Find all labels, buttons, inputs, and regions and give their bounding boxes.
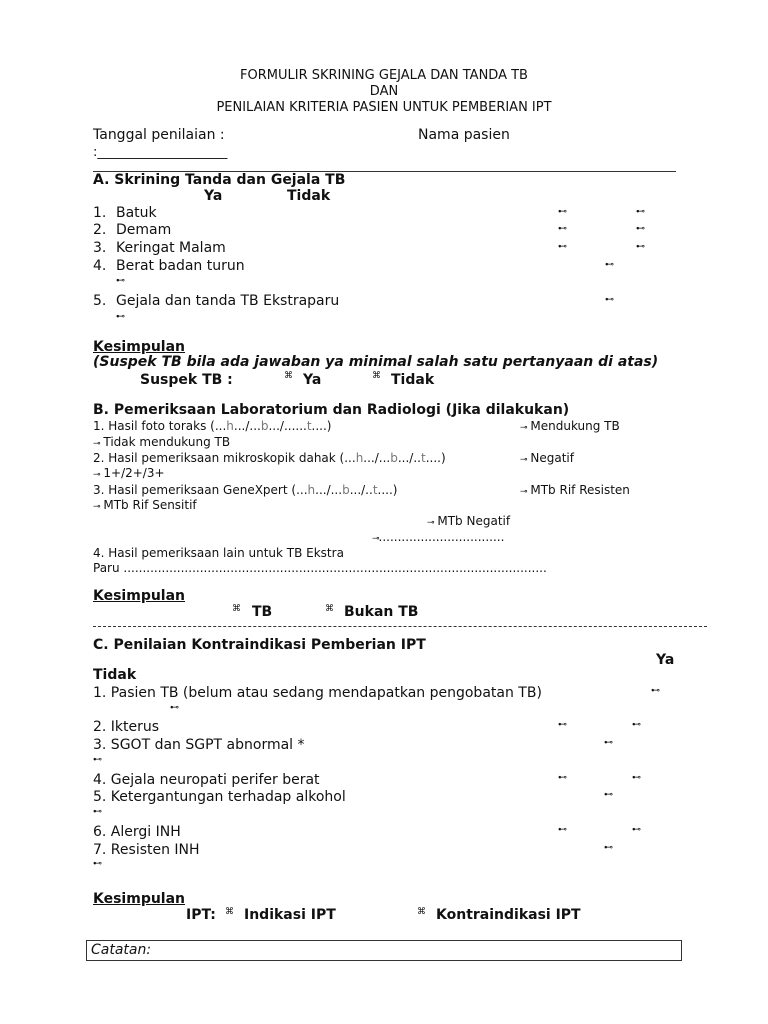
patient-name-label: Nama pasien [418,127,510,143]
genexpert-option-resisten[interactable]: ⊸ MTb Rif Resisten [520,483,630,497]
sputum-option-negatif[interactable]: ⊸ Negatif [520,451,574,465]
checkbox-icon[interactable]: ⊷ [558,242,566,252]
radio-icon[interactable]: ⌘ [372,371,380,381]
checkbox-icon[interactable]: ⊷ [632,720,640,730]
notes-box[interactable] [86,940,682,961]
symptom-num-4: 4. [93,258,107,274]
section-a-col-ya: Ya [204,188,223,204]
conclusion-option-bukan-tb[interactable]: Bukan TB [344,604,419,620]
genexpert-result-line: 3. Hasil pemeriksaan GeneXpert (...h.../...b.../..t....) [93,483,398,497]
section-a-heading: A. Skrining Tanda dan Gejala TB [93,172,346,188]
checkbox-icon[interactable]: ⊷ [558,720,566,730]
checkbox-icon[interactable]: ⊷ [632,825,640,835]
suspect-option-tidak[interactable]: Tidak [391,372,435,388]
symptom-num-3: 3. [93,240,107,256]
checkbox-icon[interactable]: ⊷ [116,276,124,286]
checkbox-icon[interactable]: ⊷ [116,312,124,322]
checkbox-icon[interactable]: ⊷ [636,207,644,217]
checkbox-icon[interactable]: ⊸ [372,534,379,544]
checkbox-icon[interactable]: ⊸ [520,455,527,465]
checkbox-icon[interactable]: ⊸ [427,518,434,528]
genexpert-option-negatif[interactable]: ⊸ MTb Negatif [427,514,511,528]
section-b-conclusion-title: Kesimpulan [93,588,186,604]
radio-icon[interactable]: ⌘ [225,907,233,917]
suspect-option-ya[interactable]: Ya [303,372,322,388]
checkbox-icon[interactable]: ⊷ [93,807,101,817]
checkbox-icon[interactable]: ⊷ [604,790,612,800]
section-b-heading: B. Pemeriksaan Laboratorium dan Radiologi (Jika dilakukan) [93,402,570,418]
contra-item-neuropati: 4. Gejala neuropati perifer berat [93,772,320,788]
section-c-heading: C. Penilaian Kontraindikasi Pemberian IPT [93,637,426,653]
radio-icon[interactable]: ⌘ [232,604,240,614]
form-title-line1: FORMULIR SKRINING GEJALA DAN TANDA TB [240,68,528,83]
checkbox-icon[interactable]: ⊸ [93,439,100,449]
section-c-col-tidak: Tidak [93,667,137,683]
sputum-result-line: 2. Hasil pemeriksaan mikroskopik dahak (...h.../...b.../..t....) [93,451,446,465]
notes-label: Catatan: [91,942,152,958]
checkbox-icon[interactable]: ⊷ [632,773,640,783]
checkbox-icon[interactable]: ⊷ [558,207,566,217]
checkbox-icon[interactable]: ⊸ [520,423,527,433]
checkbox-icon[interactable]: ⊷ [558,773,566,783]
checkbox-icon[interactable]: ⊷ [93,755,101,765]
symptom-label-berat: Berat badan turun [116,258,245,274]
section-a-conclusion-note: (Suspek TB bila ada jawaban ya minimal salah satu pertanyaan di atas) [93,354,659,370]
symptom-label-ekstraparu: Gejala dan tanda TB Ekstraparu [116,293,340,309]
genexpert-option-other[interactable]: ⊸................................. [372,530,505,544]
checkbox-icon[interactable]: ⊸ [520,487,527,497]
date-input-blank[interactable]: :____________________ [93,145,228,160]
sputum-option-positive[interactable]: ⊸ 1+/2+/3+ [93,466,165,480]
contra-item-ikterus: 2. Ikterus [93,719,160,735]
date-label: Tanggal penilaian : [93,127,225,143]
radio-icon[interactable]: ⌘ [417,907,425,917]
checkbox-icon[interactable]: ⊸ [93,470,100,480]
checkbox-icon[interactable]: ⊷ [636,224,644,234]
checkbox-icon[interactable]: ⊷ [170,703,178,713]
other-exam-line1: 4. Hasil pemeriksaan lain untuk TB Ekstra [93,546,344,560]
checkbox-icon[interactable]: ⊷ [93,859,101,869]
section-c-conclusion-title: Kesimpulan [93,891,186,907]
symptom-label-keringat: Keringat Malam [116,240,226,256]
radio-icon[interactable]: ⌘ [284,371,292,381]
checkbox-icon[interactable]: ⊷ [605,295,613,305]
contra-item-alergi: 6. Alergi INH [93,824,181,840]
form-title-line3: PENILAIAN KRITERIA PASIEN UNTUK PEMBERIAN IPT [216,100,552,115]
contra-item-pasien-tb: 1. Pasien TB (belum atau sedang mendapatkan pengobatan TB) [93,685,542,701]
symptom-num-1: 1. [93,205,107,221]
ipt-option-indikasi[interactable]: Indikasi IPT [244,907,336,923]
ipt-option-kontraindikasi[interactable]: Kontraindikasi IPT [436,907,581,923]
other-exam-line2[interactable]: Paru ............................................................................................................... [93,561,547,575]
section-divider [93,626,707,627]
conclusion-option-tb[interactable]: TB [252,604,273,620]
checkbox-icon[interactable]: ⊸ [93,502,100,512]
suspect-label: Suspek TB : [140,372,233,388]
symptom-num-5: 5. [93,293,107,309]
contra-item-sgot: 3. SGOT dan SGPT abnormal * [93,737,305,753]
section-c-col-ya: Ya [656,652,675,668]
genexpert-option-sensitif[interactable]: ⊸ MTb Rif Sensitif [93,498,197,512]
section-a-col-tidak: Tidak [287,188,331,204]
symptom-num-2: 2. [93,222,107,238]
symptom-label-batuk: Batuk [116,205,157,221]
ipt-label: IPT: [186,907,216,923]
checkbox-icon[interactable]: ⊷ [604,843,612,853]
section-a-conclusion-title: Kesimpulan [93,339,186,355]
form-title-line2: DAN [369,84,399,99]
checkbox-icon[interactable]: ⊷ [636,242,644,252]
checkbox-icon[interactable]: ⊷ [605,260,613,270]
checkbox-icon[interactable]: ⊷ [651,686,659,696]
checkbox-icon[interactable]: ⊷ [604,738,612,748]
contra-item-alkohol: 5. Ketergantungan terhadap alkohol [93,789,346,805]
xray-option-mendukung[interactable]: ⊸ Mendukung TB [520,419,620,433]
symptom-label-demam: Demam [116,222,172,238]
checkbox-icon[interactable]: ⊷ [558,825,566,835]
xray-result-line: 1. Hasil foto toraks (...h.../...b.../......t....) [93,419,332,433]
radio-icon[interactable]: ⌘ [325,604,333,614]
checkbox-icon[interactable]: ⊷ [558,224,566,234]
contra-item-resisten: 7. Resisten INH [93,842,200,858]
xray-option-tidak-mendukung[interactable]: ⊸ Tidak mendukung TB [93,435,231,449]
